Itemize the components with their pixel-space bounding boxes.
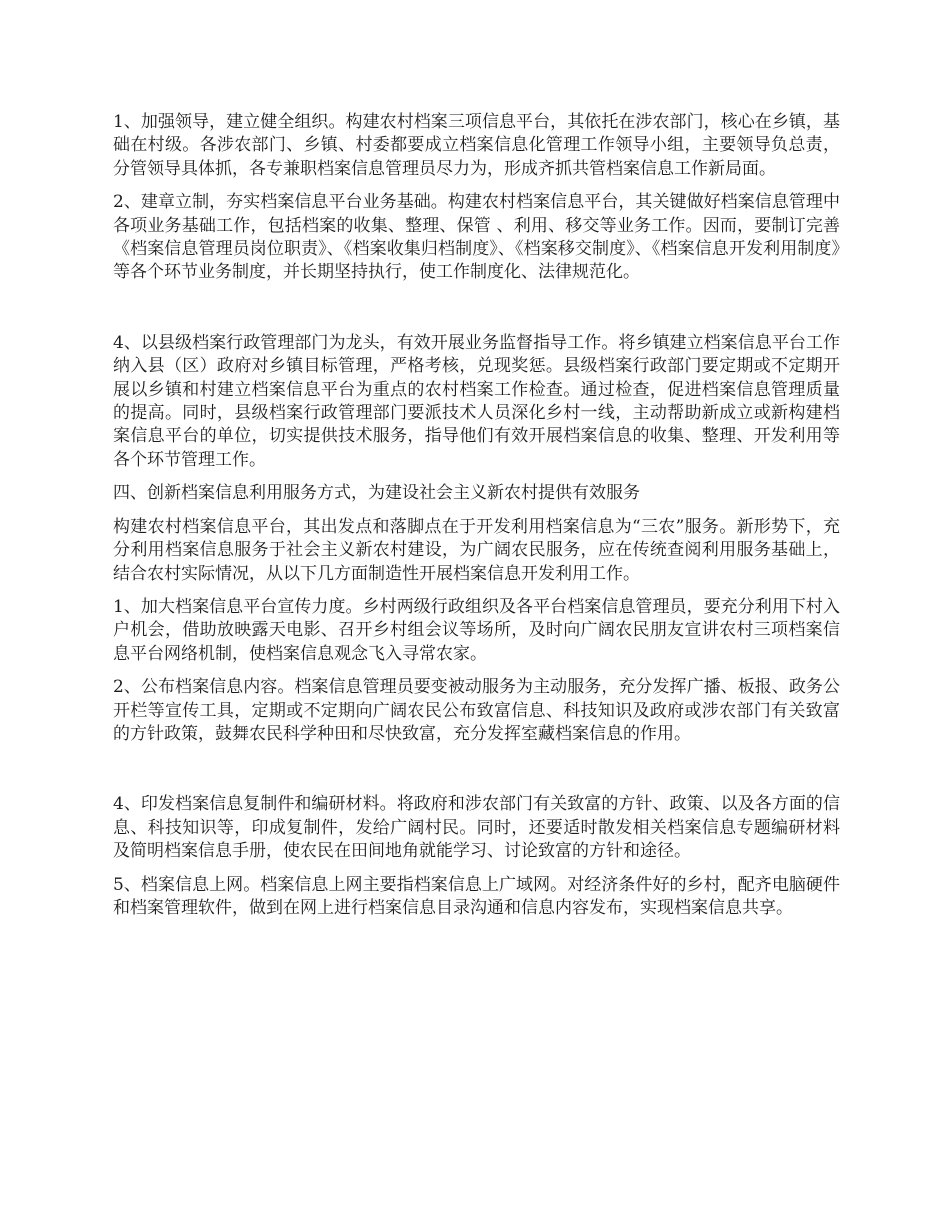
paragraph-gap [113, 756, 840, 793]
section-heading: 四、创新档案信息利用服务方式，为建设社会主义新农村提供有效服务 [113, 483, 640, 504]
paragraph: 4、印发档案信息复制件和编研材料。将政府和涉农部门有关致富的方针、政策、以及各方面的信息、科技知识等，印成复制件，发给广阔村民。同时，还要适时散发相关档案信息专题编研材料及简明档案信息手册，使农民在田间地角就能学习、讨论致富的方针和途径。 [113, 794, 840, 862]
paragraph: 5、档案信息上网。档案信息上网主要指档案信息上广域网。对经济条件好的乡村，配齐电脑硬件和档案管理软件，做到在网上进行档案信息目录沟通和信息内容发布，实现档案信息共享。 [113, 874, 840, 918]
paragraph: 1、加强领导，建立健全组织。构建农村档案三项信息平台，其依托在涉农部门，核心在乡镇，基础在村级。各涉农部门、乡镇、村委都要成立档案信息化管理工作领导小组，主要领导负总责，分管领导具体抓，各专兼职档案信息管理员尽力为，形成齐抓共管档案信息工作新局面。 [113, 112, 840, 179]
paragraph-gap [113, 295, 840, 332]
paragraph: 4、以县级档案行政管理部门为龙头，有效开展业务监督指导工作。将乡镇建立档案信息平台工作纳入县（区）政府对乡镇目标管理，严格考核，兑现奖惩。县级档案行政部门要定期或不定期开展以乡镇和村建立档案信息平台为重点的农村档案工作检查。通过检查，促进档案信息管理质量的提高。同时，县级档案行政管理部门要派技术人员深化乡村一线，主动帮助新成立或新构建档案信息平台的单位，切实提供技术服务，指导他们有效开展档案信息的收集、整理、开发利用等各个环节管理工作。 [113, 332, 840, 470]
paragraph: 2、建章立制，夯实档案信息平台业务基础。构建农村档案信息平台，其关键做好档案信息管理中各项业务基础工作，包括档案的收集、整理、保管 、利用、移交等业务工作。因而，要制订完善《档案信息管理员岗位职责》、《档案收集归档制度》、《档案移交制度》、《档案信息开发利用制度》等各个环节业务制度，并长期坚持执行，使工作制度化、法律规范化。 [113, 192, 840, 283]
paragraph: 2、公布档案信息内容。档案信息管理员要变被动服务为主动服务，充分发挥广播、板报、政务公开栏等宣传工具，定期或不定期向广阔农民公布致富信息、科技知识及政府或涉农部门有关致富的方针政策，鼓舞农民科学种田和尽快致富，充分发挥室藏档案信息的作用。 [113, 677, 840, 744]
paragraph: 构建农村档案信息平台，其出发点和落脚点在于开发利用档案信息为“三农”服务。新形势下，充分利用档案信息服务于社会主义新农村建设，为广阔农民服务，应在传统查阅利用服务基础上，结合农村实际情况，从以下几方面制造性开展档案信息开发利用工作。 [113, 516, 840, 584]
document-body [113, 111, 840, 930]
paragraph: 1、加大档案信息平台宣传力度。乡村两级行政组织及各平台档案信息管理员，要充分利用下村入户机会，借助放映露天电影、召开乡村组会议等场所，及时向广阔农民朋友宣讲农村三项档案信息平台网络机制，使档案信息观念飞入寻常农家。 [113, 596, 840, 664]
